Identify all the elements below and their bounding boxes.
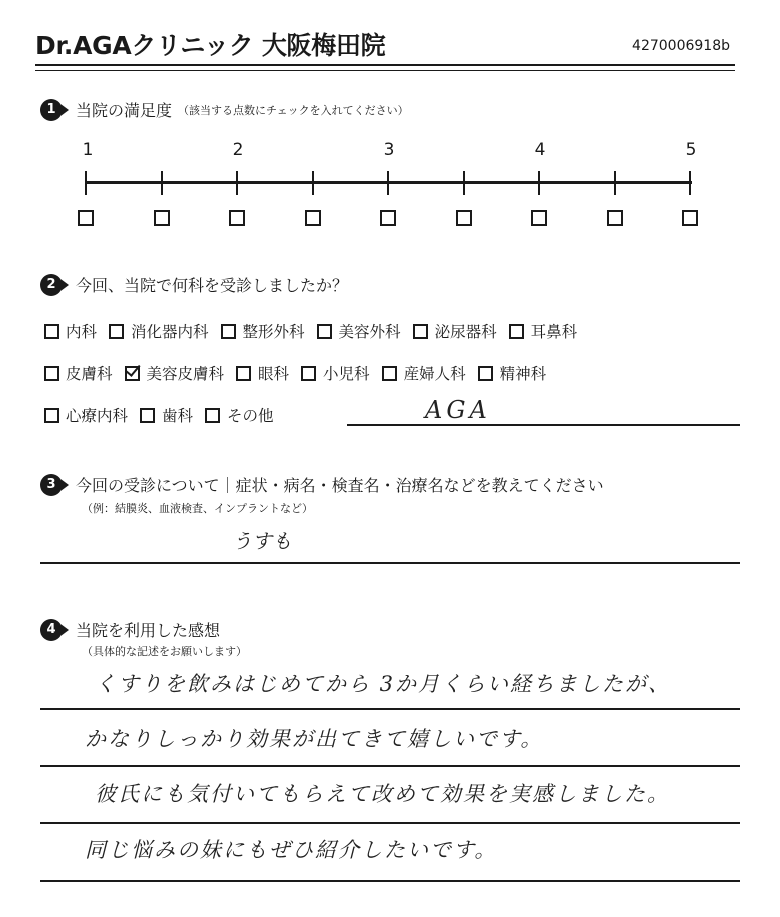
clinic-title: Dr.AGAクリニック 大阪梅田院 — [35, 31, 386, 60]
q3-answer-handwritten[interactable]: うすも — [232, 529, 292, 553]
scale-checkbox-8[interactable] — [607, 210, 623, 226]
q3-title: 今回の受診について｜症状・病名・検査名・治療名などを教えてください — [76, 476, 604, 495]
satisfaction-scale-line — [86, 181, 692, 184]
other-answer-line — [347, 424, 740, 426]
dept-row-2 — [44, 362, 558, 384]
option-shinryou[interactable]: 心療内科 — [44, 404, 128, 426]
form-id: 4270006918b — [632, 38, 730, 54]
scale-label-4: 4 — [534, 140, 546, 160]
option-other[interactable]: その他 — [205, 404, 274, 426]
checkbox-shokaki[interactable] — [109, 324, 124, 339]
comment-rule-3 — [40, 822, 740, 824]
scale-checkbox-2[interactable] — [154, 210, 170, 226]
comment-rule-2 — [40, 765, 740, 767]
option-biyouhifu[interactable]: 美容皮膚科 — [125, 362, 225, 384]
scale-tick-7 — [538, 171, 540, 195]
option-sanfujin[interactable]: 産婦人科 — [382, 362, 466, 384]
option-jibi[interactable]: 耳鼻科 — [509, 320, 578, 342]
q4-heading — [40, 618, 220, 641]
q2-number-badge: 2 — [40, 274, 62, 296]
comment-line-3[interactable]: 彼氏にも気付いてもらえて改めて効果を実感しました。 — [95, 782, 670, 806]
checkbox-ganka[interactable] — [236, 366, 251, 381]
comment-line-2[interactable]: かなりしっかり効果が出てきて嬉しいです。 — [85, 727, 544, 751]
q1-title: 当院の満足度 — [76, 101, 173, 120]
comment-rule-4 — [40, 880, 740, 882]
option-seishin[interactable]: 精神科 — [478, 362, 547, 384]
q2-title: 今回、当院で何科を受診しましたか？ — [76, 276, 349, 295]
scale-label-3: 3 — [383, 140, 395, 160]
q1-heading — [40, 98, 409, 121]
checkbox-seikei[interactable] — [221, 324, 236, 339]
checkbox-seishin[interactable] — [478, 366, 493, 381]
option-hinyouki[interactable]: 泌尿器科 — [413, 320, 497, 342]
scale-tick-9 — [689, 171, 691, 195]
q3-number-badge: 3 — [40, 474, 62, 496]
option-naika[interactable]: 内科 — [44, 320, 97, 342]
checkbox-shinryou[interactable] — [44, 408, 59, 423]
checkbox-hinyouki[interactable] — [413, 324, 428, 339]
scale-checkbox-7[interactable] — [531, 210, 547, 226]
checkbox-shouni[interactable] — [301, 366, 316, 381]
checkbox-jibi[interactable] — [509, 324, 524, 339]
scale-tick-6 — [463, 171, 465, 195]
option-seikei[interactable]: 整形外科 — [221, 320, 305, 342]
checkbox-other[interactable] — [205, 408, 220, 423]
scale-tick-8 — [614, 171, 616, 195]
scale-checkbox-4[interactable] — [305, 210, 321, 226]
checkbox-biyouhifu-checked[interactable] — [125, 366, 140, 381]
checkbox-sanfujin[interactable] — [382, 366, 397, 381]
q4-arrow-icon — [61, 624, 69, 636]
q4-instruction-note: （具体的な記述をお願いします） — [82, 645, 247, 658]
checkbox-hifu[interactable] — [44, 366, 59, 381]
scale-checkbox-3[interactable] — [229, 210, 245, 226]
scale-checkbox-5[interactable] — [380, 210, 396, 226]
scale-checkbox-9[interactable] — [682, 210, 698, 226]
option-hifu[interactable]: 皮膚科 — [44, 362, 113, 384]
q3-example-note: （例：結膜炎、血液検査、インプラントなど） — [82, 502, 313, 515]
q2-arrow-icon — [61, 279, 69, 291]
option-shika[interactable]: 歯科 — [140, 404, 193, 426]
q1-number-badge: 1 — [40, 99, 62, 121]
scale-label-2: 2 — [232, 140, 244, 160]
checkbox-shika[interactable] — [140, 408, 155, 423]
option-ganka[interactable]: 眼科 — [236, 362, 289, 384]
checkbox-biyougeka[interactable] — [317, 324, 332, 339]
scale-label-1: 1 — [82, 140, 94, 160]
dept-row-1 — [44, 320, 589, 342]
option-shouni[interactable]: 小児科 — [301, 362, 370, 384]
comment-rule-1 — [40, 708, 740, 710]
comment-line-1[interactable]: くすりを飲みはじめてから 3か月くらい経ちましたが、 — [95, 672, 672, 696]
header-rule-thick — [35, 64, 735, 66]
scale-tick-4 — [312, 171, 314, 195]
scale-tick-2 — [161, 171, 163, 195]
dept-row-3 — [44, 404, 286, 426]
scale-checkbox-6[interactable] — [456, 210, 472, 226]
comment-line-4[interactable]: 同じ悩みの妹にもぜひ紹介したいです。 — [85, 838, 498, 862]
scale-tick-3 — [236, 171, 238, 195]
option-biyougeka[interactable]: 美容外科 — [317, 320, 401, 342]
header-rule-thin — [35, 70, 735, 71]
q2-heading — [40, 273, 348, 296]
scale-label-5: 5 — [685, 140, 697, 160]
other-answer-handwritten[interactable]: AGA — [425, 396, 491, 424]
scale-checkbox-1[interactable] — [78, 210, 94, 226]
q4-title: 当院を利用した感想 — [76, 621, 221, 640]
q1-instruction: （該当する点数にチェックを入れてください） — [178, 103, 409, 117]
checkbox-naika[interactable] — [44, 324, 59, 339]
q3-arrow-icon — [61, 479, 69, 491]
scale-tick-5 — [387, 171, 389, 195]
q3-answer-line — [40, 562, 740, 564]
q3-heading — [40, 473, 604, 496]
q4-number-badge: 4 — [40, 619, 62, 641]
q1-arrow-icon — [61, 104, 69, 116]
scale-tick-1 — [85, 171, 87, 195]
option-shokaki[interactable]: 消化器内科 — [109, 320, 209, 342]
